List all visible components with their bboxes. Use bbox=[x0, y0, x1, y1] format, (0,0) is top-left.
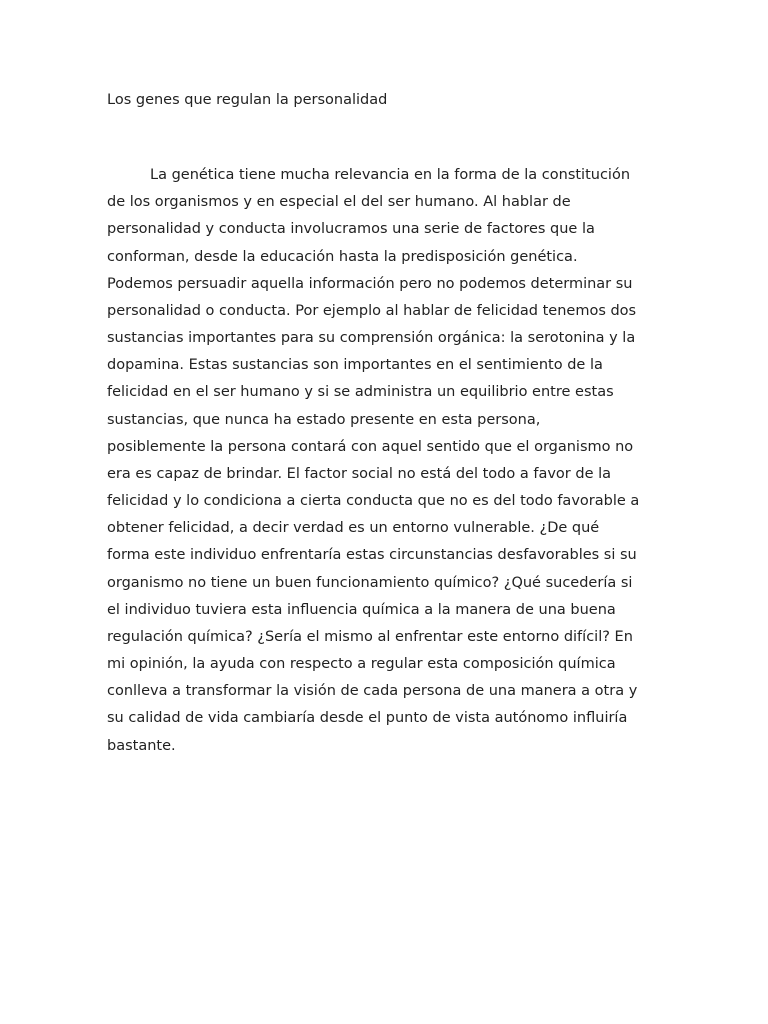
paragraph-line: mi opinión, la ayuda con respecto a regular esta composición química bbox=[107, 656, 616, 673]
paragraph-line: era es capaz de brindar. El factor social no está del todo a favor de la bbox=[107, 465, 612, 482]
paragraph-line: obtener felicidad, a decir verdad es un entorno vulnerable. ¿De qué bbox=[107, 520, 600, 537]
paragraph-line: sustancias importantes para su comprensión orgánica: la serotonina y la bbox=[107, 330, 636, 347]
paragraph-line: felicidad y lo condiciona a cierta conducta que no es del todo favorable a bbox=[107, 493, 640, 510]
paragraph-line: La genética tiene mucha relevancia en la forma de la constitución bbox=[150, 167, 631, 183]
paragraph-line: posiblemente la persona contará con aquel sentido que el organismo no bbox=[107, 438, 634, 455]
paragraph-line: regulación química? ¿Sería el mismo al enfrentar este entorno difícil? En bbox=[107, 628, 633, 645]
body-paragraph bbox=[107, 162, 639, 760]
paragraph-line: organismo no tiene un buen funcionamiento químico? ¿Qué sucedería si bbox=[107, 574, 633, 591]
paragraph-line: su calidad de vida cambiaría desde el punto de vista autónomo influiría bbox=[107, 710, 628, 727]
paragraph-line: personalidad y conducta involucramos una serie de factores que la bbox=[107, 221, 595, 238]
paragraph-line: felicidad en el ser humano y si se administra un equilibrio entre estas bbox=[107, 384, 614, 401]
document-title: Los genes que regulan la personalidad bbox=[107, 92, 388, 108]
paragraph-line: el individuo tuviera esta influencia química a la manera de una buena bbox=[107, 601, 616, 618]
paragraph-line: sustancias, que nunca ha estado presente en esta persona, bbox=[107, 411, 541, 428]
paragraph-line: Podemos persuadir aquella información pero no podemos determinar su bbox=[107, 275, 633, 292]
paragraph-line: conforman, desde la educación hasta la predisposición genética. bbox=[107, 248, 578, 265]
paragraph-line: conlleva a transformar la visión de cada persona de una manera a otra y bbox=[107, 683, 638, 700]
paragraph-line: de los organismos y en especial el del ser humano. Al hablar de bbox=[107, 194, 571, 211]
paragraph-line: bastante. bbox=[107, 737, 176, 754]
paragraph-line: dopamina. Estas sustancias son importantes en el sentimiento de la bbox=[107, 357, 603, 374]
paragraph-line: forma este individuo enfrentaría estas circunstancias desfavorables si su bbox=[107, 547, 637, 564]
paragraph-line: personalidad o conducta. Por ejemplo al hablar de felicidad tenemos dos bbox=[107, 302, 637, 319]
